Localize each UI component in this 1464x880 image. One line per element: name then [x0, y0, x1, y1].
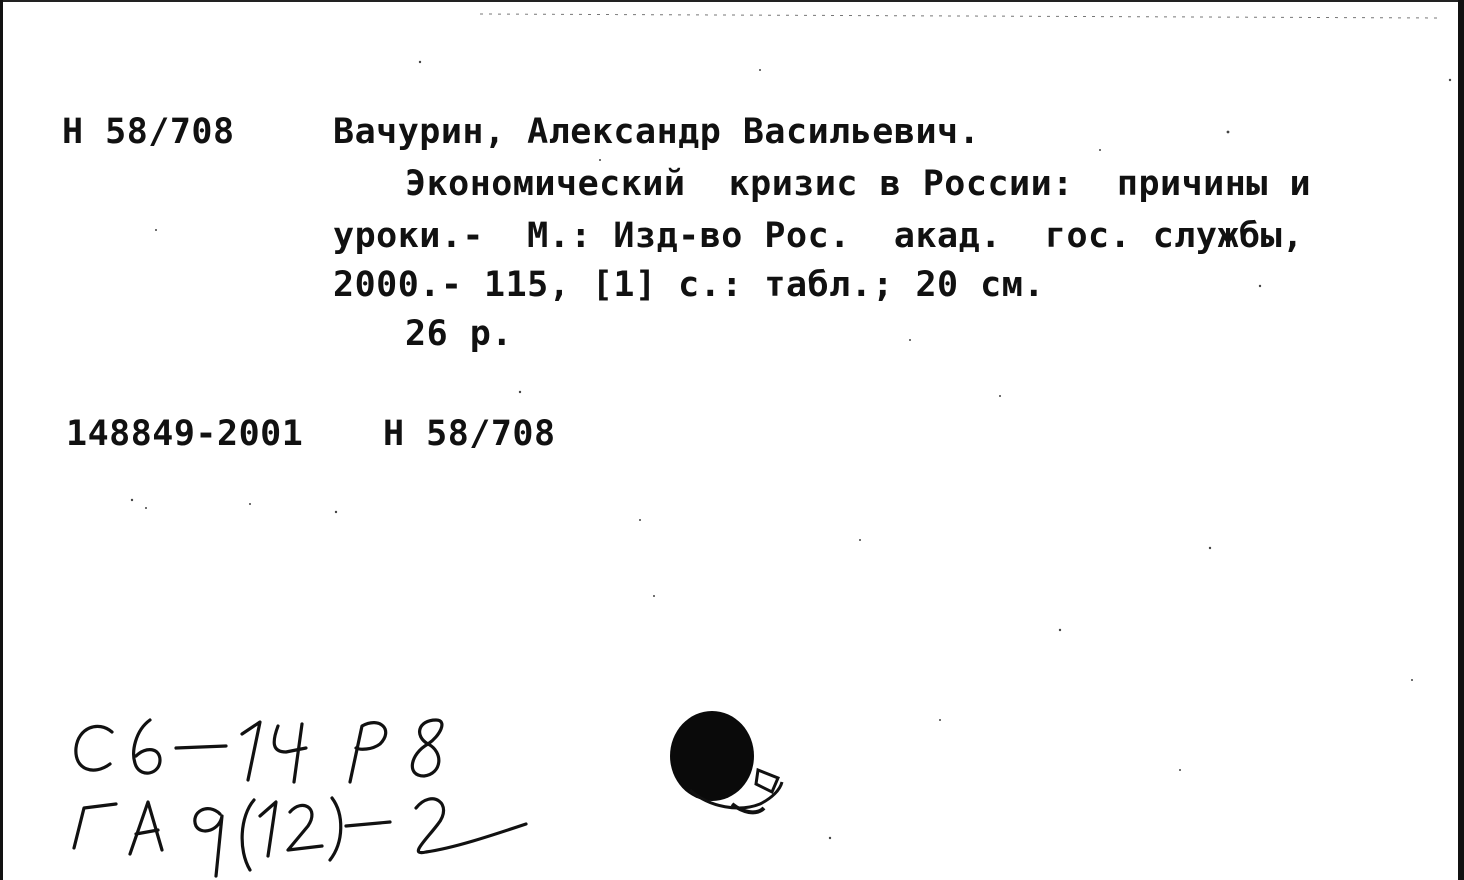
author-heading: Вачурин, Александр Васильевич.	[333, 112, 981, 152]
title-line-3: 2000.- 115, [1] с.: табл.; 20 см.	[333, 265, 1045, 305]
title-line-2: уроки.- М.: Изд-во Рос. акад. гос. службы,	[333, 216, 1304, 256]
shelf-mark-top: Н 58/708	[62, 112, 235, 152]
title-line-1: Экономический кризис в России: причины и	[405, 164, 1312, 204]
handwritten-classification	[50, 690, 570, 880]
handwritten-line-1	[76, 720, 442, 782]
shelf-mark-bottom: Н 58/708	[383, 414, 556, 454]
card-right-edge	[1458, 0, 1464, 880]
handwritten-line-2	[74, 798, 526, 876]
inventory-number: 148849-2001	[66, 414, 304, 454]
card-left-edge	[0, 0, 3, 880]
price: 26 р.	[405, 314, 513, 354]
ink-blot	[660, 700, 800, 840]
card-top-edge	[0, 0, 1464, 2]
